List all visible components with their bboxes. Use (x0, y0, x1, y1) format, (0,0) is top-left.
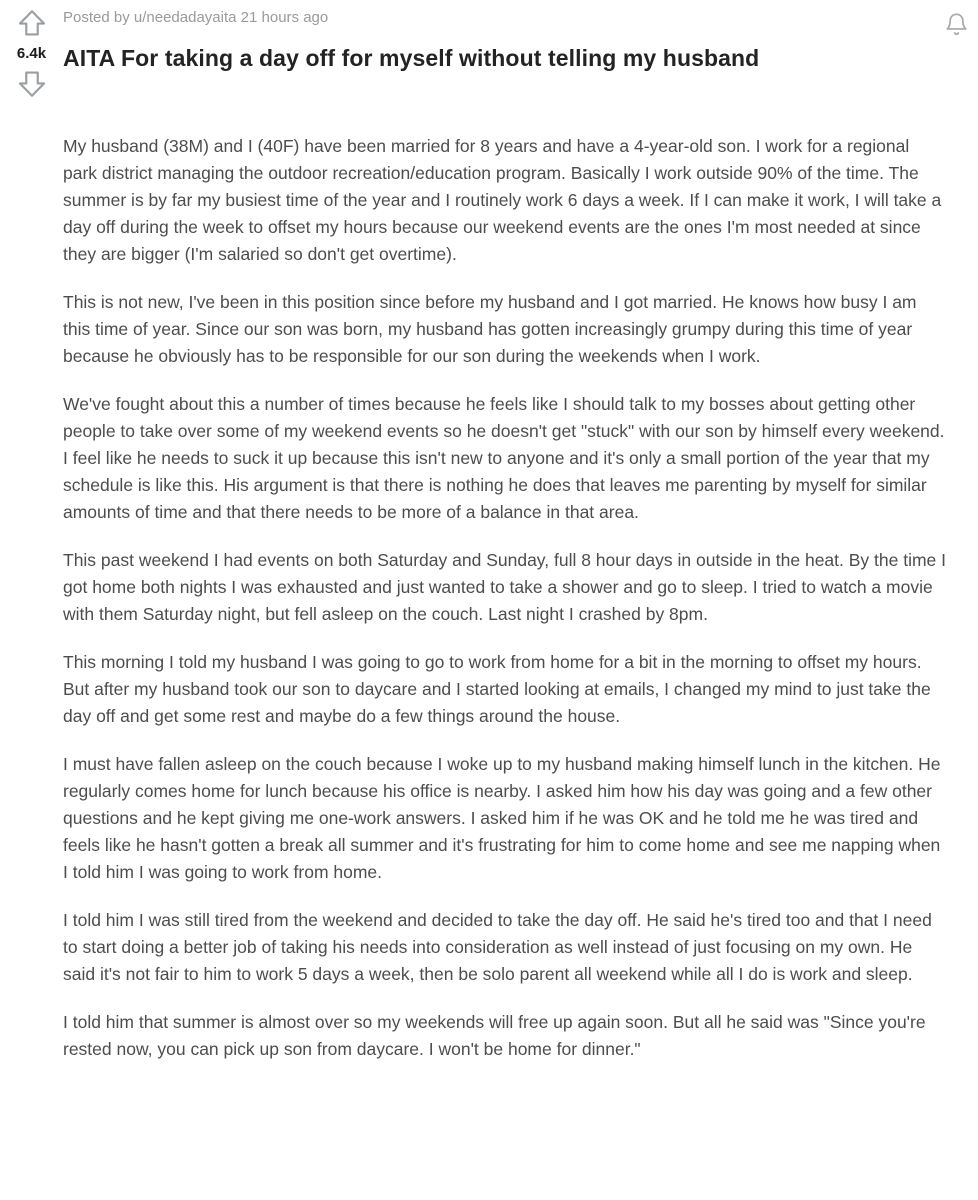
post-paragraph: My husband (38M) and I (40F) have been married for 8 years and have a 4-year-old son. I work for a regional park district managing the outdoor recreation/education program. Basically I work outside 90% of the time. The summer is by far my busiest time of the year and I routinely work 6 days a week. If I can make it work, I will take a day off during the week to offset my hours because our weekend events are the ones I'm most needed at since they are bigger (I'm salaried so don't get overtime). (63, 136, 942, 264)
notification-bell-button[interactable] (943, 10, 970, 40)
post-paragraph: This morning I told my husband I was going to go to work from home for a bit in the morning to offset my hours. But after my husband took our son to daycare and I started looking at emails, I changed my mind to just take the day off and get some rest and maybe do a few things around the house. (63, 652, 931, 726)
post-timestamp[interactable]: 21 hours ago (240, 9, 329, 26)
post-author-link[interactable]: u/needadayaita (133, 9, 237, 26)
post-paragraph: We've fought about this a number of times because he feels like I should talk to my bosses about getting other people to take over some of my weekend events so he doesn't get "stuck" with our son by himself every weekend. I feel like he needs to suck it up because this isn't new to anyone and it's only a small portion of the year that my schedule is like this. His argument is that there is nothing he does that leaves me parenting by myself for similar amounts of time and that there needs to be more of a balance in that area. (63, 394, 945, 522)
vote-column (0, 6, 63, 99)
posted-by-label: Posted by (63, 9, 130, 26)
bell-icon (943, 28, 970, 43)
post-title: AITA For taking a day off for myself without telling my husband (63, 45, 760, 71)
post-paragraph: This is not new, I've been in this position since before my husband and I got married. He knows how busy I am this time of year. Since our son was born, my husband has gotten increasingly grumpy during this time of year because he obviously has to be responsible for our son during the weekends when I work. (63, 292, 917, 366)
post-body (63, 133, 948, 1063)
post-paragraph: I must have fallen asleep on the couch because I woke up to my husband making himself lunch in the kitchen. He regularly comes home for lunch because his office is nearby. I asked him how his day was going and a few other questions and he kept giving me one-work answers. I asked him if he was OK and he told me he was tired and feels like he hasn't gotten a break all summer and it's frustrating for him to come home and see me napping when I told him I was going to work from home. (63, 754, 941, 882)
upvote-button[interactable] (16, 8, 48, 38)
upvote-icon (16, 8, 48, 38)
post-meta (63, 8, 948, 28)
post-content (63, 6, 978, 1063)
downvote-icon (16, 69, 48, 99)
downvote-button[interactable] (16, 69, 48, 99)
post-paragraph: I told him I was still tired from the weekend and decided to take the day off. He said he's tired too and that I need to start doing a better job of taking his needs into consideration as well instead of just focusing on my own. He said it's not fair to him to work 5 days a week, then be solo parent all weekend while all I do is work and sleep. (63, 910, 932, 984)
vote-score: 6.4k (16, 45, 47, 62)
post-paragraph: I told him that summer is almost over so my weekends will free up again soon. But all he said was "Since you're rested now, you can pick up son from daycare. I won't be home for dinner." (63, 1012, 926, 1059)
post-paragraph: This past weekend I had events on both Saturday and Sunday, full 8 hour days in outside in the heat. By the time I got home both nights I was exhausted and just wanted to take a shower and go to sleep. I tried to watch a movie with them Saturday night, but fell asleep on the couch. Last night I crashed by 8pm. (63, 550, 947, 624)
